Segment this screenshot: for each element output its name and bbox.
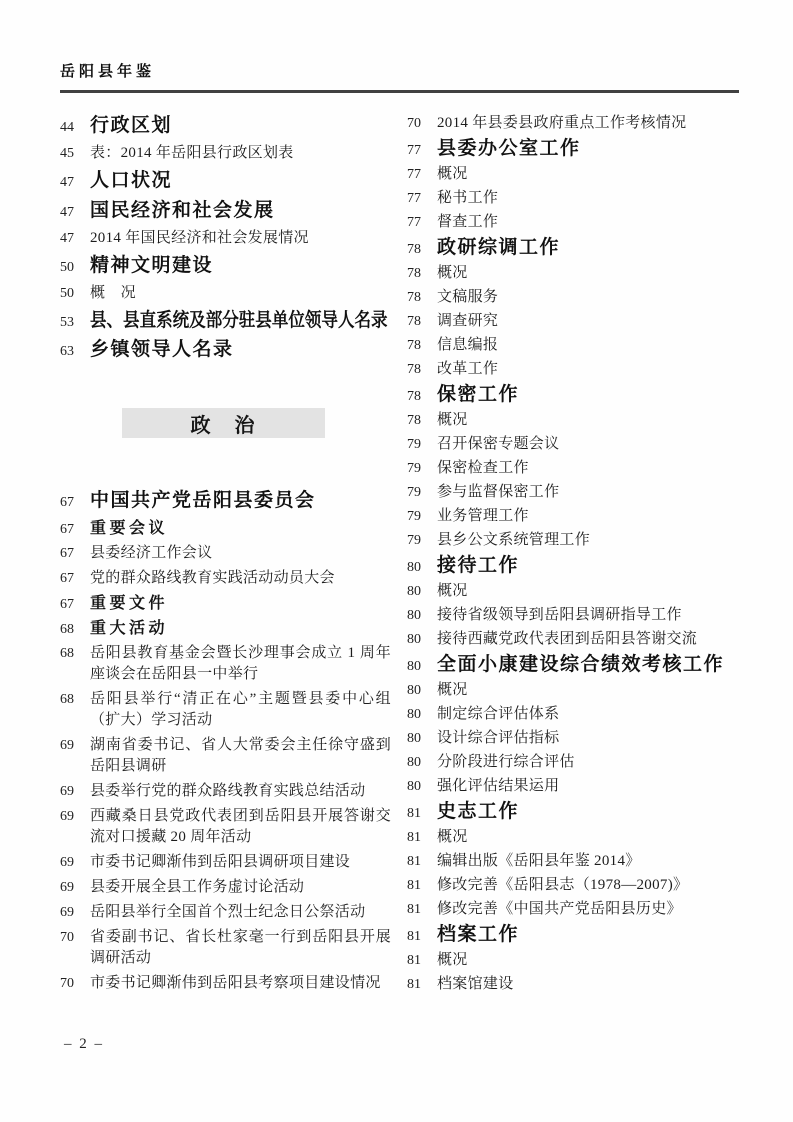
toc-entry <box>60 877 391 898</box>
toc-entry-title: 县乡公文系统管理工作 <box>437 532 591 548</box>
toc-columns <box>60 113 742 998</box>
toc-entry <box>60 593 391 614</box>
toc-page-number: 79 <box>407 461 421 476</box>
toc-page-number: 78 <box>407 362 421 377</box>
toc-entry-title: 设计综合评估指标 <box>437 730 560 746</box>
toc-entry <box>407 164 742 184</box>
toc-entry <box>407 704 742 724</box>
toc-entry-title: 岳阳县举行全国首个烈士纪念日公祭活动 <box>90 904 366 920</box>
toc-entry-title: 接待省级领导到岳阳县调研指导工作 <box>437 607 682 623</box>
toc-page-number: 47 <box>60 205 74 220</box>
toc-entry-title: 行政区划 <box>90 115 173 136</box>
toc-entry-title: 概况 <box>437 166 468 182</box>
toc-entry-title: 信息编报 <box>437 337 499 353</box>
toc-entry <box>60 198 391 223</box>
toc-entry <box>60 852 391 873</box>
toc-entry-title: 县委举行党的群众路线教育实践总结活动 <box>90 783 366 799</box>
toc-entry <box>60 689 391 731</box>
toc-entry <box>407 383 742 407</box>
toc-page-number: 80 <box>407 608 421 623</box>
toc-page-number: 80 <box>407 659 421 674</box>
toc-entry <box>407 335 742 355</box>
toc-page-number: 78 <box>407 389 421 404</box>
toc-entry <box>60 927 391 969</box>
toc-page-number: 68 <box>60 692 74 707</box>
toc-page-number: 45 <box>60 146 74 161</box>
section-banner-politics <box>122 408 325 438</box>
toc-entry <box>60 643 391 685</box>
toc-entry <box>407 113 742 133</box>
toc-entry <box>407 188 742 208</box>
toc-entry <box>60 113 391 138</box>
toc-page-number: 77 <box>407 167 421 182</box>
toc-entry <box>60 488 391 513</box>
toc-entry <box>60 902 391 923</box>
toc-page-number: 80 <box>407 707 421 722</box>
toc-page-number: 80 <box>407 683 421 698</box>
toc-page-number: 78 <box>407 242 421 257</box>
toc-entry-title: 概况 <box>437 583 468 599</box>
toc-page-number: 69 <box>60 905 74 920</box>
toc-page-number: 70 <box>60 976 74 991</box>
toc-entry <box>407 137 742 161</box>
toc-entry-title: 档案工作 <box>437 924 520 945</box>
toc-entry-title: 县委开展全县工作务虚讨论活动 <box>90 879 305 895</box>
toc-page-number: 68 <box>60 646 74 661</box>
toc-page-number: 69 <box>60 784 74 799</box>
toc-page-number: 69 <box>60 738 74 753</box>
toc-page-number: 80 <box>407 755 421 770</box>
toc-entry-title: 秘书工作 <box>437 190 499 206</box>
toc-entry-title: 概况 <box>437 829 468 845</box>
toc-page-number: 50 <box>60 260 74 275</box>
toc-entry <box>60 518 391 539</box>
toc-entry-title: 人口状况 <box>90 170 173 191</box>
toc-entry-title: 湖南省委书记、省人大常委会主任徐守盛到岳阳县调研 <box>90 737 391 774</box>
toc-entry-title: 修改完善《岳阳县志（1978—2007)》 <box>437 877 689 893</box>
toc-entry-title: 县、县直系统及部分驻县单位领导人名录 <box>90 310 388 331</box>
toc-entry <box>60 168 391 193</box>
toc-entry-title: 重大活动 <box>90 620 169 637</box>
toc-page-number: 80 <box>407 779 421 794</box>
toc-entry-title: 县委经济工作会议 <box>90 545 213 561</box>
toc-page-number: 78 <box>407 338 421 353</box>
toc-page-number: 79 <box>407 533 421 548</box>
toc-entry <box>407 629 742 649</box>
page-header-title: 岳阳县年鉴 <box>60 63 156 80</box>
toc-page-number: 70 <box>407 116 421 131</box>
toc-page-number: 79 <box>407 485 421 500</box>
toc-page-number: 79 <box>407 509 421 524</box>
toc-entry <box>407 950 742 970</box>
toc-entry-title: 2014 年县委县政府重点工作考核情况 <box>437 115 687 131</box>
toc-entry <box>60 253 391 278</box>
toc-page-number: 69 <box>60 880 74 895</box>
toc-page-number: 80 <box>407 560 421 575</box>
toc-page-number: 63 <box>60 344 74 359</box>
toc-entry-title: 重要文件 <box>90 595 169 612</box>
toc-entry-title: 改革工作 <box>437 361 499 377</box>
toc-entry <box>407 605 742 625</box>
toc-entry <box>407 263 742 283</box>
toc-entry <box>407 851 742 871</box>
toc-entry <box>60 308 391 333</box>
toc-entry <box>407 506 742 526</box>
toc-entry-title: 概况 <box>437 952 468 968</box>
toc-page-number: 81 <box>407 854 421 869</box>
toc-page-number: 80 <box>407 731 421 746</box>
toc-entry-title: 强化评估结果运用 <box>437 778 560 794</box>
toc-page-number: 77 <box>407 143 421 158</box>
toc-entry <box>407 482 742 502</box>
toc-entry-title: 接待工作 <box>437 555 520 576</box>
toc-page-number: 67 <box>60 495 74 510</box>
toc-page-number: 69 <box>60 855 74 870</box>
toc-entry <box>407 581 742 601</box>
toc-entry-title: 概 况 <box>90 285 136 301</box>
toc-page-number: 67 <box>60 522 74 537</box>
toc-entry-title: 岳阳县教育基金会暨长沙理事会成立 1 周年座谈会在岳阳县一中举行 <box>90 645 391 682</box>
toc-entry <box>407 311 742 331</box>
toc-entry <box>407 827 742 847</box>
toc-entry-title: 参与监督保密工作 <box>437 484 560 500</box>
toc-entry-title: 国民经济和社会发展 <box>90 200 275 221</box>
toc-page-number: 81 <box>407 902 421 917</box>
toc-entry <box>407 410 742 430</box>
toc-page-number: 81 <box>407 830 421 845</box>
toc-entry-title: 编辑出版《岳阳县年鉴 2014》 <box>437 853 641 869</box>
toc-entry <box>60 543 391 564</box>
toc-page-number: 81 <box>407 929 421 944</box>
toc-entry-title: 县委办公室工作 <box>437 138 581 159</box>
toc-entry-title: 概况 <box>437 265 468 281</box>
toc-entry-title: 中国共产党岳阳县委员会 <box>90 490 316 511</box>
toc-page-number: 53 <box>60 315 74 330</box>
toc-entry <box>60 781 391 802</box>
toc-page-number: 70 <box>60 930 74 945</box>
toc-entry-title: 西藏桑日县党政代表团到岳阳县开展答谢交流对口援藏 20 周年活动 <box>90 808 391 845</box>
toc-entry <box>60 568 391 589</box>
toc-entry <box>407 554 742 578</box>
toc-entry <box>407 458 742 478</box>
toc-entry-title: 分阶段进行综合评估 <box>437 754 575 770</box>
toc-page-number: 77 <box>407 215 421 230</box>
toc-entry <box>407 875 742 895</box>
toc-entry <box>407 287 742 307</box>
toc-entry-title: 接待西藏党政代表团到岳阳县答谢交流 <box>437 631 698 647</box>
toc-page-number: 78 <box>407 314 421 329</box>
toc-entry-title: 督查工作 <box>437 214 499 230</box>
toc-entry-title: 修改完善《中国共产党岳阳县历史》 <box>437 901 682 917</box>
toc-entry <box>60 143 391 164</box>
toc-page-number: 79 <box>407 437 421 452</box>
toc-page-number: 80 <box>407 584 421 599</box>
toc-entry <box>60 618 391 639</box>
toc-entry <box>407 899 742 919</box>
header-rule <box>60 90 739 93</box>
toc-page-number: 78 <box>407 266 421 281</box>
toc-entry <box>407 923 742 947</box>
toc-page-number: 78 <box>407 290 421 305</box>
toc-page-number: 67 <box>60 597 74 612</box>
toc-entry-title: 表：2014 年岳阳县行政区划表 <box>90 145 294 161</box>
toc-entry-title: 召开保密专题会议 <box>437 436 560 452</box>
toc-entry-title: 保密检查工作 <box>437 460 529 476</box>
toc-page-number: 81 <box>407 806 421 821</box>
toc-entry <box>60 735 391 777</box>
toc-entry <box>60 806 391 848</box>
toc-entry <box>407 236 742 260</box>
toc-entry-title: 省委副书记、省长杜家毫一行到岳阳县开展调研活动 <box>90 929 391 966</box>
toc-page-number: 67 <box>60 546 74 561</box>
toc-page-number: 67 <box>60 571 74 586</box>
toc-entry <box>60 283 391 304</box>
toc-entry-title: 史志工作 <box>437 801 520 822</box>
toc-entry-title: 档案馆建设 <box>437 976 514 992</box>
toc-entry-title: 概况 <box>437 682 468 698</box>
toc-entry-title: 2014 年国民经济和社会发展情况 <box>90 230 309 246</box>
toc-entry-title: 制定综合评估体系 <box>437 706 560 722</box>
toc-entry-title: 文稿服务 <box>437 289 499 305</box>
toc-page-number: 47 <box>60 175 74 190</box>
toc-entry-title: 精神文明建设 <box>90 255 214 276</box>
toc-entry-title: 市委书记卿渐伟到岳阳县调研项目建设 <box>90 854 351 870</box>
toc-page-number: 77 <box>407 191 421 206</box>
toc-entry <box>407 680 742 700</box>
toc-entry <box>60 228 391 249</box>
toc-right-column <box>407 113 742 998</box>
page-number-footer: – 2 – <box>64 1036 104 1052</box>
toc-entry-title: 业务管理工作 <box>437 508 529 524</box>
page-header <box>60 60 739 93</box>
toc-entry <box>60 973 391 994</box>
toc-entry <box>407 752 742 772</box>
toc-page-number: 80 <box>407 632 421 647</box>
toc-entry-title: 保密工作 <box>437 384 520 405</box>
toc-entry <box>407 530 742 550</box>
toc-entry <box>407 728 742 748</box>
toc-entry <box>407 776 742 796</box>
toc-page-number: 44 <box>60 120 74 135</box>
toc-entry-title: 市委书记卿渐伟到岳阳县考察项目建设情况 <box>90 975 381 991</box>
toc-page-number: 68 <box>60 622 74 637</box>
toc-entry-title: 全面小康建设综合绩效考核工作 <box>437 654 725 675</box>
toc-page-number: 78 <box>407 413 421 428</box>
toc-page-number: 81 <box>407 953 421 968</box>
toc-page-number: 47 <box>60 231 74 246</box>
section-banner-label: 政 治 <box>190 414 257 437</box>
toc-entry-title: 岳阳县举行“清正在心”主题暨县委中心组（扩大）学习活动 <box>90 691 391 728</box>
toc-entry <box>407 434 742 454</box>
toc-entry-title: 调查研究 <box>437 313 499 329</box>
toc-entry <box>407 212 742 232</box>
toc-page-number: 69 <box>60 809 74 824</box>
toc-entry-title: 重要会议 <box>90 520 169 537</box>
toc-entry <box>407 800 742 824</box>
toc-entry-title: 概况 <box>437 412 468 428</box>
toc-page-number: 81 <box>407 878 421 893</box>
toc-entry-title: 党的群众路线教育实践活动动员大会 <box>90 570 335 586</box>
toc-entry-title: 乡镇领导人名录 <box>90 339 234 360</box>
toc-entry-title: 政研综调工作 <box>437 237 561 258</box>
toc-left-column <box>60 113 391 998</box>
toc-page-number: 81 <box>407 977 421 992</box>
toc-entry <box>60 337 391 362</box>
toc-page-number: 50 <box>60 286 74 301</box>
toc-entry <box>407 359 742 379</box>
toc-entry <box>407 653 742 677</box>
toc-entry <box>407 974 742 994</box>
